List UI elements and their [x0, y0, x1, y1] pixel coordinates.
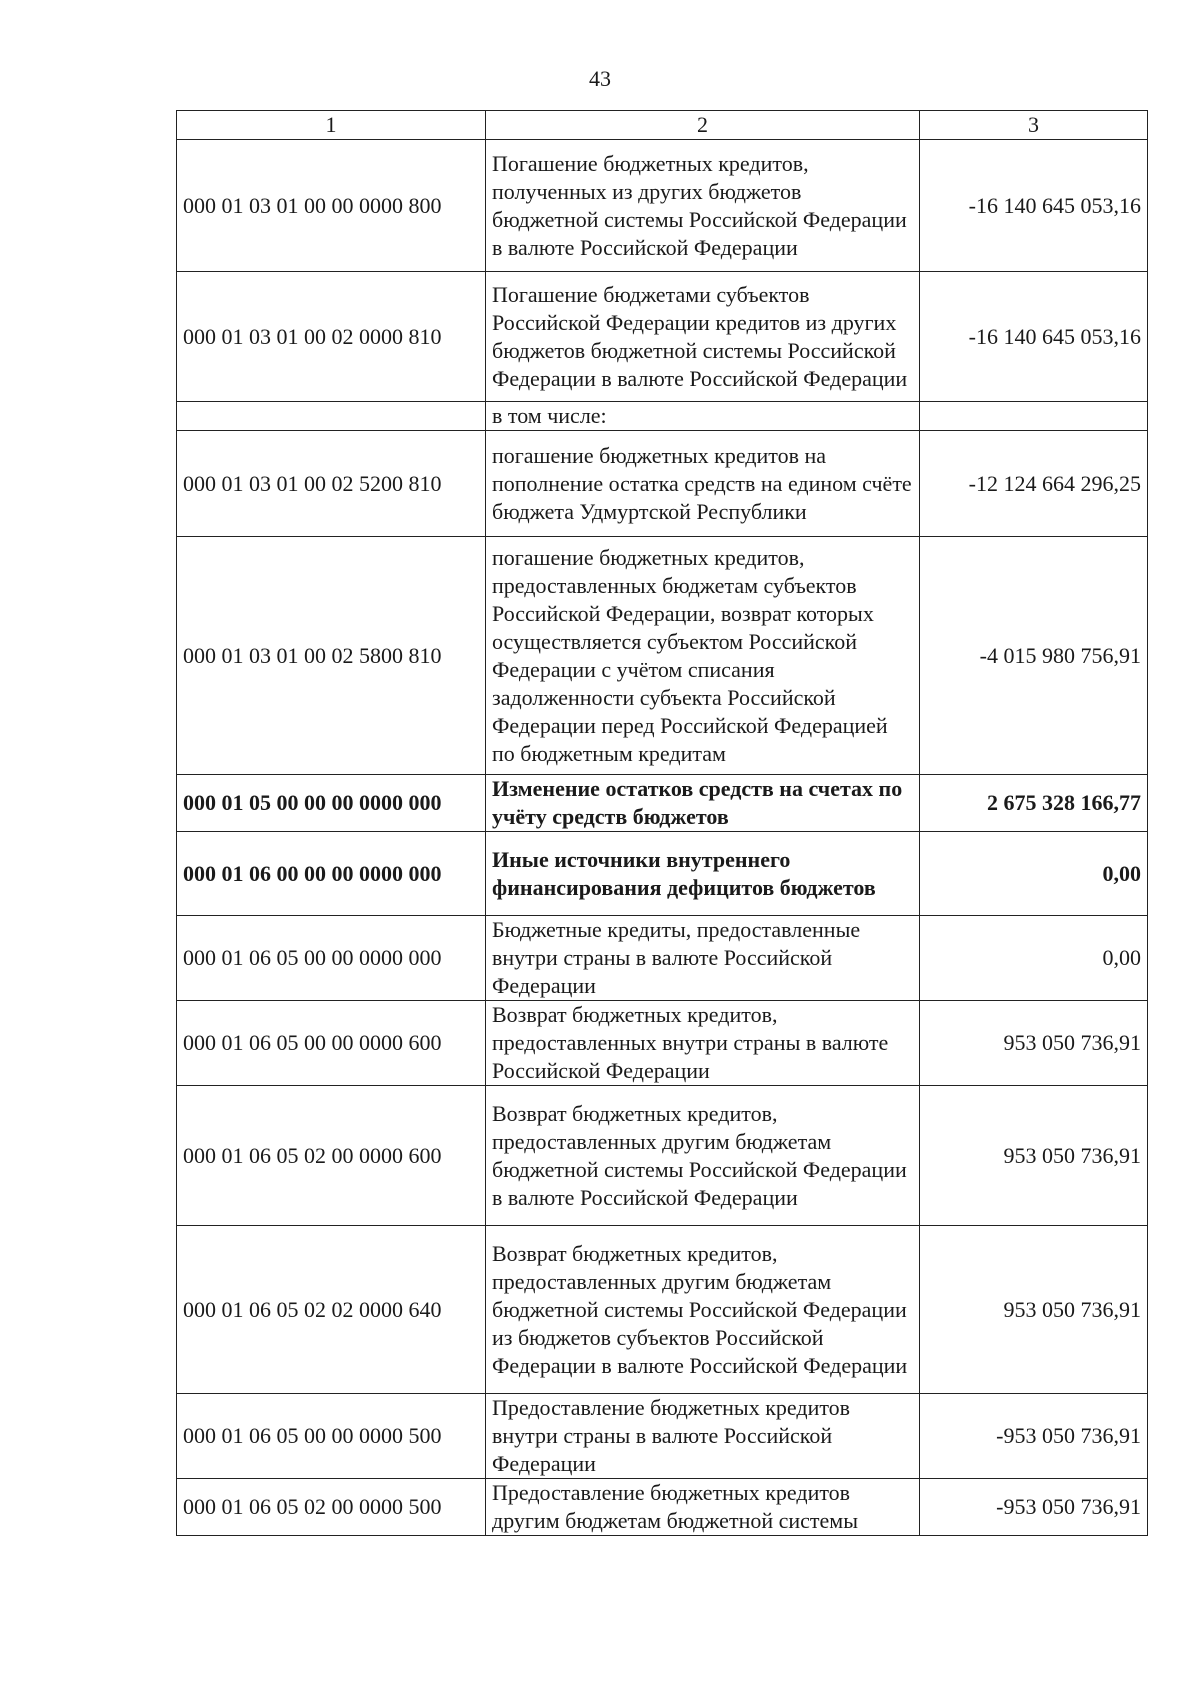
budget-code-cell: 000 01 03 01 00 02 5200 810	[177, 431, 486, 537]
amount-cell: 953 050 736,91	[920, 1001, 1148, 1086]
amount-cell: -16 140 645 053,16	[920, 140, 1148, 272]
column-header-3: 3	[920, 111, 1148, 140]
amount-cell: 953 050 736,91	[920, 1086, 1148, 1226]
budget-code-cell: 000 01 06 00 00 00 0000 000	[177, 832, 486, 916]
table-header	[177, 111, 1148, 140]
item-name-cell: Возврат бюджетных кредитов, предоставленных внутри страны в валюте Российской Федерации	[486, 1001, 920, 1086]
table-row	[177, 916, 1148, 1001]
item-name-cell: Изменение остатков средств на счетах по учёту средств бюджетов	[486, 775, 920, 832]
table-row	[177, 272, 1148, 402]
budget-code-cell: 000 01 03 01 00 02 0000 810	[177, 272, 486, 402]
table-row	[177, 402, 1148, 431]
table-body	[177, 140, 1148, 1536]
budget-code-cell: 000 01 06 05 02 02 0000 640	[177, 1226, 486, 1394]
budget-sources-table	[176, 110, 1148, 1536]
page-number: 43	[589, 66, 611, 91]
table-row	[177, 1226, 1148, 1394]
amount-cell: 0,00	[920, 832, 1148, 916]
item-name-cell: Возврат бюджетных кредитов, предоставленных другим бюджетам бюджетной системы Российской Федерации из бюджетов субъектов Российской Федерации в валюте Российской Федерации	[486, 1226, 920, 1394]
column-header-2: 2	[486, 111, 920, 140]
table-row	[177, 1479, 1148, 1536]
amount-cell: 953 050 736,91	[920, 1226, 1148, 1394]
amount-cell: -953 050 736,91	[920, 1479, 1148, 1536]
table-row	[177, 140, 1148, 272]
item-name-cell: Предоставление бюджетных кредитов внутри страны в валюте Российской Федерации	[486, 1394, 920, 1479]
item-name-cell: в том числе:	[486, 402, 920, 431]
table-row	[177, 775, 1148, 832]
budget-code-cell: 000 01 06 05 00 00 0000 000	[177, 916, 486, 1001]
budget-code-cell: 000 01 05 00 00 00 0000 000	[177, 775, 486, 832]
budget-code-cell: 000 01 06 05 00 00 0000 600	[177, 1001, 486, 1086]
budget-code-cell: 000 01 06 05 02 00 0000 600	[177, 1086, 486, 1226]
amount-cell: -4 015 980 756,91	[920, 537, 1148, 775]
item-name-cell: Возврат бюджетных кредитов, предоставленных другим бюджетам бюджетной системы Российской Федерации в валюте Российской Федерации	[486, 1086, 920, 1226]
table-row	[177, 1394, 1148, 1479]
item-name-cell: погашение бюджетных кредитов, предоставленных бюджетам субъектов Российской Федерации, возврат которых осуществляется субъектом Российской Федерации с учётом списания задолженности субъекта Российской Федерации перед Российской Федерацией по бюджетным кредитам	[486, 537, 920, 775]
table-row	[177, 832, 1148, 916]
item-name-cell: Погашение бюджетами субъектов Российской Федерации кредитов из других бюджетов бюджетной системы Российской Федерации в валюте Российской Федерации	[486, 272, 920, 402]
item-name-cell: Предоставление бюджетных кредитов другим бюджетам бюджетной системы	[486, 1479, 920, 1536]
budget-code-cell: 000 01 06 05 00 00 0000 500	[177, 1394, 486, 1479]
budget-code-cell: 000 01 06 05 02 00 0000 500	[177, 1479, 486, 1536]
amount-cell: -953 050 736,91	[920, 1394, 1148, 1479]
table-row	[177, 1001, 1148, 1086]
budget-code-cell	[177, 402, 486, 431]
amount-cell: -16 140 645 053,16	[920, 272, 1148, 402]
item-name-cell: погашение бюджетных кредитов на пополнение остатка средств на едином счёте бюджета Удмуртской Республики	[486, 431, 920, 537]
amount-cell: -12 124 664 296,25	[920, 431, 1148, 537]
item-name-cell: Бюджетные кредиты, предоставленные внутри страны в валюте Российской Федерации	[486, 916, 920, 1001]
column-header-1: 1	[177, 111, 486, 140]
table-header-row	[177, 111, 1148, 140]
amount-cell	[920, 402, 1148, 431]
table-row	[177, 1086, 1148, 1226]
amount-cell: 0,00	[920, 916, 1148, 1001]
amount-cell: 2 675 328 166,77	[920, 775, 1148, 832]
table-row	[177, 431, 1148, 537]
item-name-cell: Погашение бюджетных кредитов, полученных из других бюджетов бюджетной системы Российской Федерации в валюте Российской Федерации	[486, 140, 920, 272]
table-row	[177, 537, 1148, 775]
budget-code-cell: 000 01 03 01 00 00 0000 800	[177, 140, 486, 272]
item-name-cell: Иные источники внутреннего финансирования дефицитов бюджетов	[486, 832, 920, 916]
budget-code-cell: 000 01 03 01 00 02 5800 810	[177, 537, 486, 775]
